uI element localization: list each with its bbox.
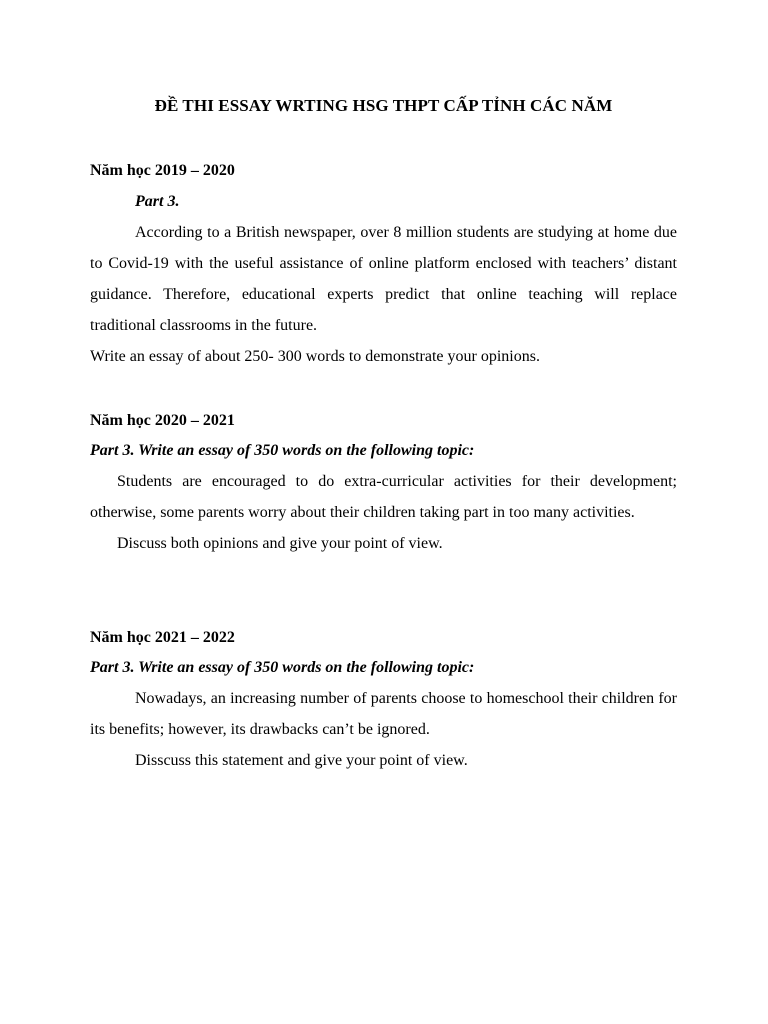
- prompt-paragraph: According to a British newspaper, over 8 million students are studying at home due to Covid-19 with the useful assistance of online platform enclosed with teachers’ distant guidance. Therefore, educational experts predict that online teaching will replace traditional classrooms in the future.: [90, 224, 677, 334]
- instruction-paragraph: Discuss both opinions and give your point of view.: [117, 535, 443, 552]
- document-title: ĐỀ THI ESSAY WRTING HSG THPT CẤP TỈNH CÁC NĂM: [154, 96, 613, 115]
- exam-section-2019-2020: [90, 160, 677, 372]
- part-heading: Part 3.: [135, 193, 180, 210]
- exam-section-2021-2022: [90, 627, 677, 776]
- exam-section-2020-2021: [90, 410, 677, 559]
- prompt-paragraph: Nowadays, an increasing number of parents choose to homeschool their children for its benefits; however, its drawbacks can’t be ignored.: [90, 690, 677, 738]
- part-heading: Part 3. Write an essay of 350 words on the following topic:: [90, 442, 475, 459]
- school-year-heading: Năm học 2020 – 2021: [90, 412, 235, 429]
- school-year-heading: Năm học 2019 – 2020: [90, 162, 235, 179]
- part-heading: Part 3. Write an essay of 350 words on the following topic:: [90, 659, 475, 676]
- school-year-heading: Năm học 2021 – 2022: [90, 629, 235, 646]
- prompt-paragraph: Students are encouraged to do extra-curricular activities for their development; otherwise, some parents worry about their children taking part in too many activities.: [90, 473, 677, 521]
- instruction-paragraph: Disscuss this statement and give your point of view.: [135, 752, 468, 769]
- instruction-paragraph: Write an essay of about 250- 300 words to demonstrate your opinions.: [90, 348, 540, 365]
